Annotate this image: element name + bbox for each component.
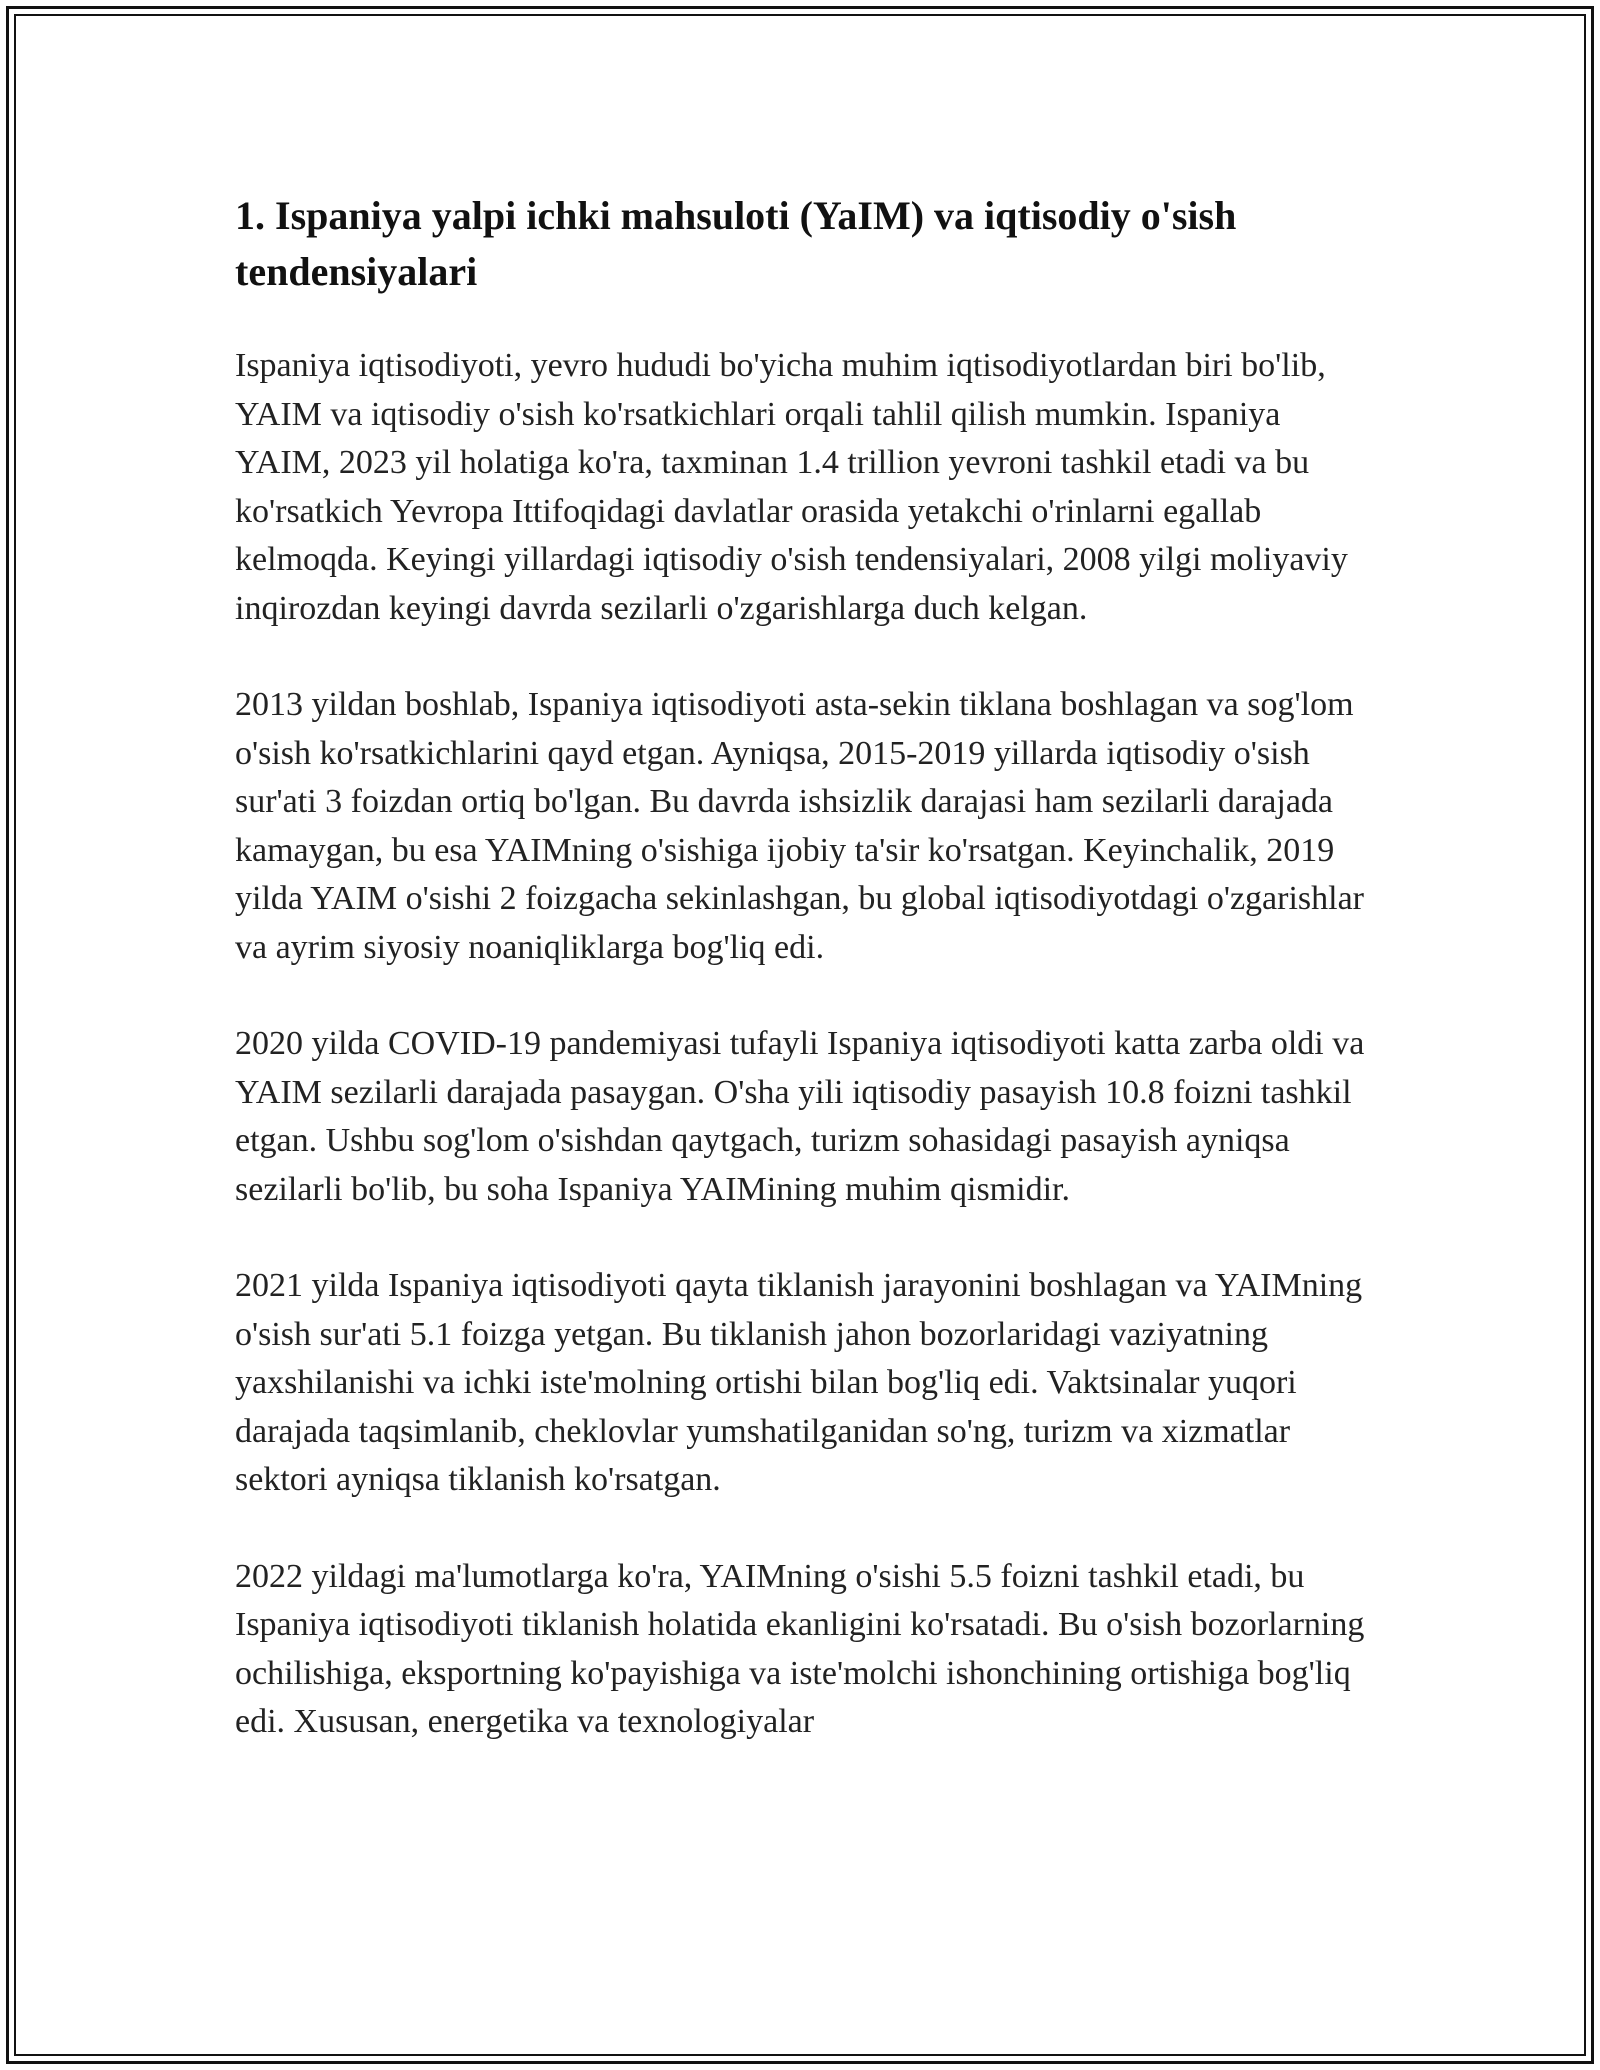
- paragraph-growth-2022: 2022 yildagi ma'lumotlarga ko'ra, YAIMning o'sishi 5.5 foizni tashkil etadi, bu Ispaniya iqtisodiyoti tiklanish holatida ekanligini ko'rsatadi. Bu o'sish bozorlarning ochilishiga, eksportning ko'payishiga va iste'molchi ishonchining ortishiga bog'liq edi. Xususan, energetika va texnologiyalar: [235, 1557, 1365, 1740]
- paragraph-gdp-overview: Ispaniya iqtisodiyoti, yevro hududi bo'yicha muhim iqtisodiyotlardan biri bo'lib, YAIM va iqtisodiy o'sish ko'rsatkichlari orqali tahlil qilish mumkin. Ispaniya YAIM, 2023 yil holatiga ko'ra, taxminan 1.4 trillion yevroni tashkil etadi va bu ko'rsatkich Yevropa Ittifoqidagi davlatlar orasida yetakchi o'rinlarni egallab kelmoqda. Keyingi yillardagi iqtisodiy o'sish tendensiyalari, 2008 yilgi moliyaviy inqirozdan keyingi davrda sezilarli o'zgarishlarga duch kelgan.: [235, 347, 1348, 627]
- paragraph-recovery-2021: 2021 yilda Ispaniya iqtisodiyoti qayta tiklanish jarayonini boshlagan va YAIMning o'sish sur'ati 5.1 foizga yetgan. Bu tiklanish jahon bozorlaridagi vaziyatning yaxshilanishi va ichki iste'molning ortishi bilan bog'liq edi. Vaktsinalar yuqori darajada taqsimlanib, cheklovlar yumshatilganidan so'ng, turizm va xizmatlar sektori ayniqsa tiklanish ko'rsatgan.: [235, 1267, 1363, 1498]
- paragraph-recovery-2013: 2013 yildan boshlab, Ispaniya iqtisodiyoti asta-sekin tiklana boshlagan va sog'lom o'sish ko'rsatkichlarini qayd etgan. Ayniqsa, 2015-2019 yillarda iqtisodiy o'sish sur'ati 3 foizdan ortiq bo'lgan. Bu davrda ishsizlik darajasi ham sezilarli darajada kamaygan, bu esa YAIMning o'sishiga ijobiy ta'sir ko'rsatgan. Keyinchalik, 2019 yilda YAIM o'sishi 2 foizgacha sekinlashgan, bu global iqtisodiyotdagi o'zgarishlar va ayrim siyosiy noaniqliklarga bog'liq edi.: [235, 686, 1365, 966]
- section-title: 1. Ispaniya yalpi ichki mahsuloti (YaIM) va iqtisodiy o'sish tendensiyalari: [235, 193, 1237, 294]
- paragraph-covid-2020: 2020 yilda COVID-19 pandemiyasi tufayli Ispaniya iqtisodiyoti katta zarba oldi va YAIM sezilarli darajada pasaygan. O'sha yili iqtisodiy pasayish 10.8 foizni tashkil etgan. Ushbu sog'lom o'sishdan qaytgach, turizm sohasidagi pasayish ayniqsa sezilarli bo'lib, bu soha Ispaniya YAIMining muhim qismidir.: [235, 1025, 1365, 1208]
- document-body: [235, 188, 1365, 1795]
